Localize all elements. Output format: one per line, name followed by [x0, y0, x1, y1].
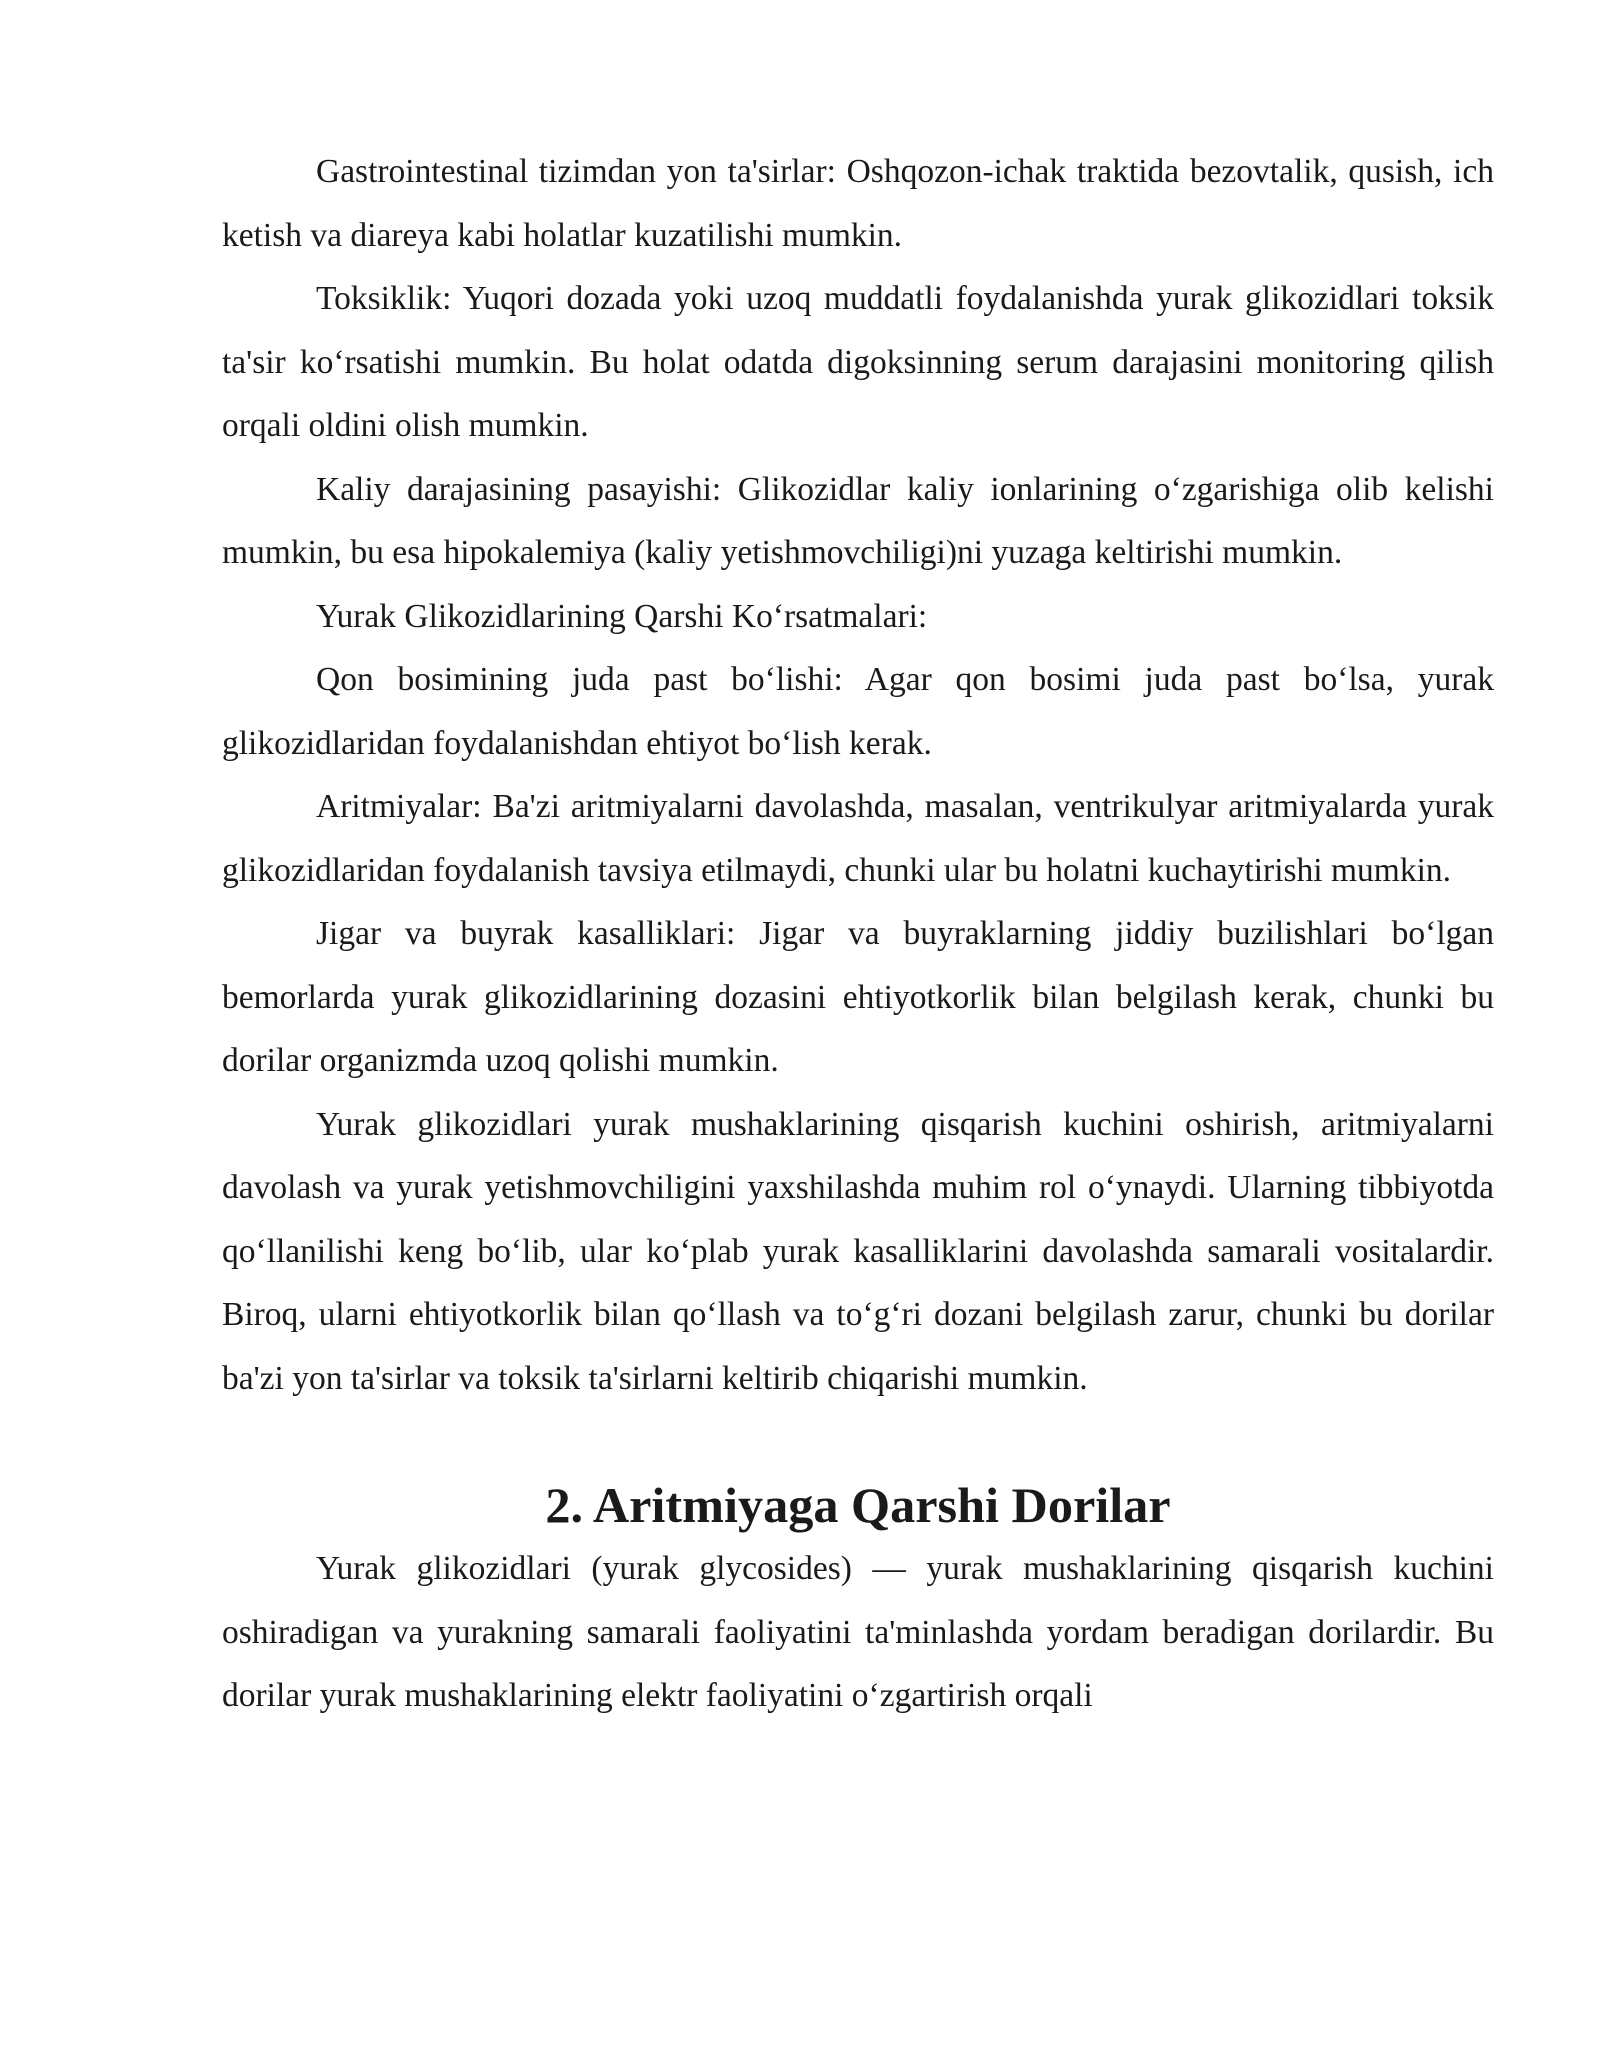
- paragraph-cardiac-glycosides-intro: Yurak glikozidlari (yurak glycosides) — yurak mushaklarining qisqarish kuchini oshiradigan va yurakning samarali faoliyatini ta'minlashda yordam beradigan dorilardir. Bu dorilar yurak mushaklarining elektr faoliyatini oʻzgartirish orqali: [222, 1550, 1494, 1714]
- paragraph-gastrointestinal-side-effects: Gastrointestinal tizimdan yon ta'sirlar: Oshqozon-ichak traktida bezovtalik, qusish, ich ketish va diareya kabi holatlar kuzatilishi mumkin.: [222, 153, 1494, 254]
- paragraph-toxicity: Toksiklik: Yuqori dozada yoki uzoq muddatli foydalanishda yurak glikozidlari toksik ta'sir koʻrsatishi mumkin. Bu holat odatda digoksinning serum darajasini monitoring qilish orqali oldini olish mumkin.: [222, 280, 1494, 444]
- paragraph-liver-kidney-diseases: Jigar va buyrak kasalliklari: Jigar va buyraklarning jiddiy buzilishlari boʻlgan bemorlarda yurak glikozidlarining dozasini ehtiyotkorlik bilan belgilash kerak, chunki bu dorilar organizmda uzoq qolishi mumkin.: [222, 915, 1494, 1079]
- paragraph-summary: Yurak glikozidlari yurak mushaklarining qisqarish kuchini oshirish, aritmiyalarni davolash va yurak yetishmovchiligini yaxshilashda muhim rol oʻynaydi. Ularning tibbiyotda qoʻllanilishi keng boʻlib, ular koʻplab yurak kasalliklarini davolashda samarali vositalardir. Biroq, ularni ehtiyotkorlik bilan qoʻllash va toʻgʻri dozani belgilash zarur, chunki bu dorilar ba'zi yon ta'sirlar va toksik ta'sirlarni keltirib chiqarishi mumkin.: [222, 1105, 1494, 1397]
- paragraph-contraindications-title: Yurak Glikozidlarining Qarshi Koʻrsatmalari:: [316, 597, 928, 635]
- paragraph-potassium-decrease: Kaliy darajasining pasayishi: Glikozidlar kaliy ionlarining oʻzgarishiga olib kelishi mumkin, bu esa hipokalemiya (kaliy yetishmovchiligi)ni yuzaga keltirishi mumkin.: [222, 470, 1494, 571]
- paragraph-arrhythmias: Aritmiyalar: Ba'zi aritmiyalarni davolashda, masalan, ventrikulyar aritmiyalarda yurak glikozidlaridan foydalanish tavsiya etilmaydi, chunki ular bu holatni kuchaytirishi mumkin.: [222, 788, 1494, 889]
- blank-line: [222, 1410, 1494, 1474]
- document-page: [222, 140, 1494, 1728]
- section-heading: 2. Aritmiyaga Qarshi Dorilar: [545, 1476, 1171, 1533]
- paragraph-low-blood-pressure: Qon bosimining juda past boʻlishi: Agar qon bosimi juda past boʻlsa, yurak glikozidlaridan foydalanishdan ehtiyot boʻlish kerak.: [222, 661, 1494, 762]
